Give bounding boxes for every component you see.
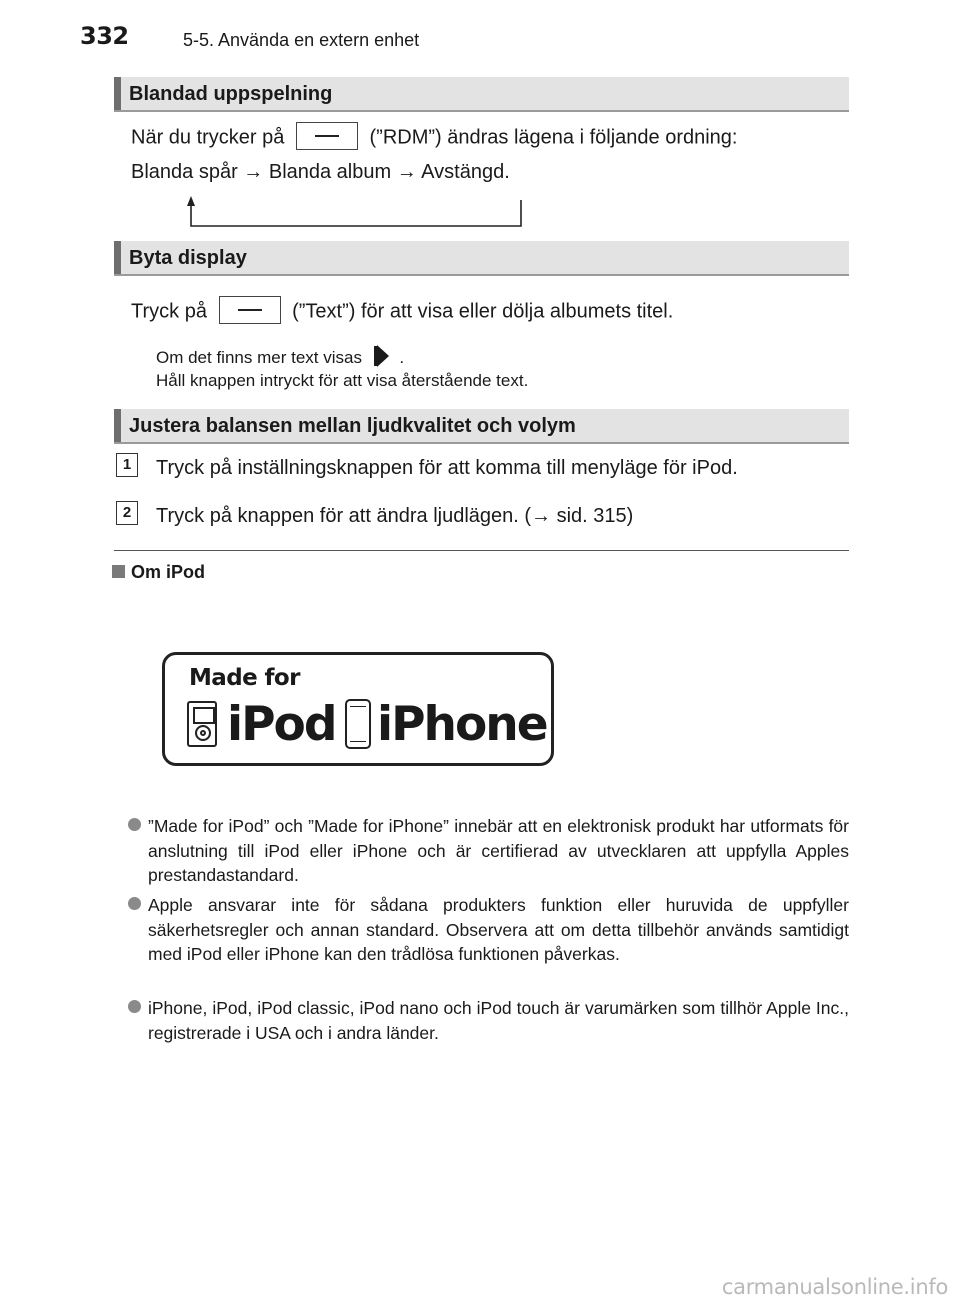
instruction-text: När du trycker på: [131, 126, 285, 149]
topic-heading: [112, 562, 205, 583]
list-item: [128, 996, 849, 1045]
step-text: Tryck på inställningsknappen för att komma till menyläge för iPod.: [156, 457, 738, 479]
logo-made-for-text: Made for: [189, 665, 300, 691]
divider: [114, 550, 849, 551]
note-text: Om det finns mer text visas: [156, 348, 362, 367]
step-number: 1: [116, 453, 138, 477]
note-text: .: [399, 348, 405, 367]
bullet-dot-icon: [128, 897, 141, 910]
step-text: Tryck på knappen för att ändra ljudlägen. (→ sid. 315): [156, 505, 634, 527]
topic-heading-text: Om iPod: [131, 562, 206, 582]
iphone-icon: [345, 699, 371, 749]
bullet-text: Apple ansvarar inte för sådana produkters funktion eller huruvida de uppfyller säkerhetsregler och annan standard. Observera att om detta tillbehör används samtidigt med iPod eller iPhone kan den trådlösa funktionen påverkas.: [148, 895, 849, 964]
page-number: 332: [80, 22, 129, 50]
bullet-dot-icon: [128, 818, 141, 831]
text-button-icon: [219, 296, 281, 324]
section-title: Byta display: [129, 247, 247, 269]
list-item: [128, 814, 849, 888]
instruction-text: Tryck på: [131, 300, 207, 323]
bullet-text: ”Made for iPod” och ”Made for iPhone” innebär att en elektronisk produkt har utformats för anslutning till iPod eller iPhone och är certifierad av utvecklaren att uppfylla Apples prestandastandard.: [148, 816, 849, 885]
section-title: Blandad uppspelning: [129, 83, 333, 105]
logo-ipod-text: iPod: [227, 697, 336, 752]
chapter-title: 5-5. Använda en extern enhet: [183, 30, 420, 50]
shuffle-instruction: [131, 124, 737, 152]
bullet-dot-icon: [128, 1000, 141, 1013]
section-title: Justera balansen mellan ljudkvalitet och volym: [129, 415, 576, 437]
section-header-display: [114, 241, 849, 276]
square-bullet-icon: [112, 565, 125, 578]
more-text-note: [156, 343, 404, 369]
cycle-return-arrow-icon: [185, 196, 525, 230]
logo-iphone-text: iPhone: [377, 697, 547, 752]
ipod-icon: [187, 701, 217, 747]
instruction-text: (”RDM”) ändras lägena i följande ordning:: [369, 126, 738, 149]
hold-button-note: Håll knappen intryckt för att visa återstående text.: [156, 371, 529, 390]
section-header-balance: [114, 409, 849, 444]
rdm-button-icon: [296, 122, 358, 150]
section-header-shuffle: [114, 77, 849, 112]
more-text-arrow-icon: [373, 343, 393, 369]
list-item: [128, 893, 849, 967]
shuffle-sequence: Blanda spår → Blanda album → Avstängd.: [131, 161, 510, 183]
bullet-text: iPhone, iPod, iPod classic, iPod nano och iPod touch är varumärken som tillhör Apple Inc., registrerade i USA och i andra länder.: [148, 998, 849, 1043]
instruction-text: (”Text”) för att visa eller dölja albumets titel.: [292, 300, 674, 323]
display-instruction: [131, 298, 673, 326]
watermark: carmanualsonline.info: [721, 1275, 948, 1299]
step-number: 2: [116, 501, 138, 525]
made-for-ipod-iphone-logo: [162, 652, 554, 766]
